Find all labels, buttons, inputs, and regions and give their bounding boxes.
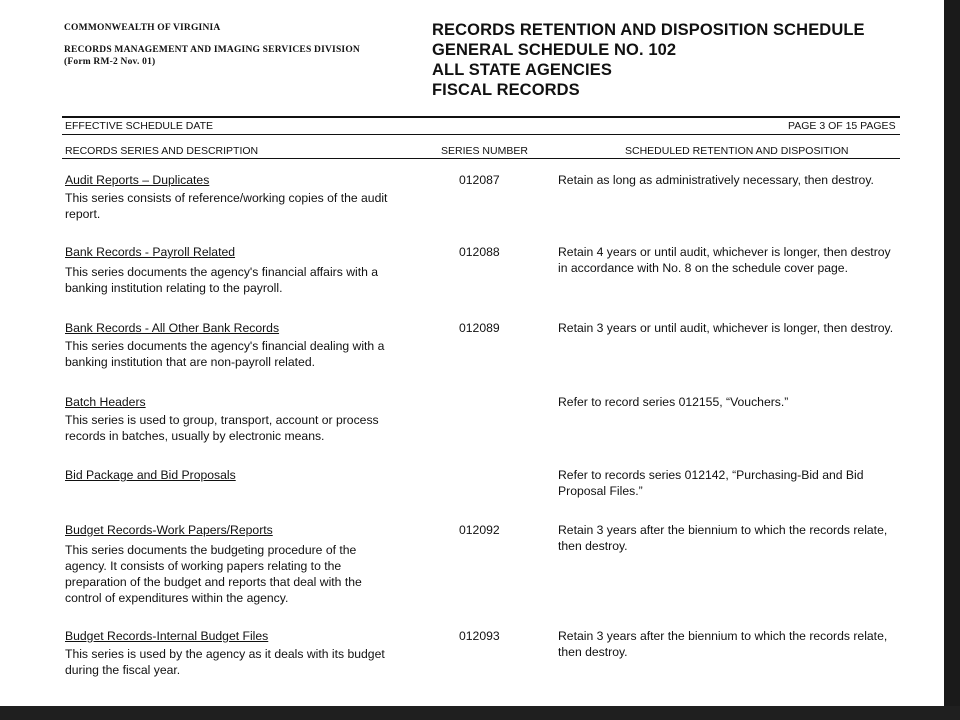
viewer-right-border	[944, 0, 960, 720]
commonwealth-label: COMMONWEALTH OF VIRGINIA	[64, 23, 221, 33]
record-title: Bank Records - All Other Bank Records	[65, 321, 280, 335]
retention-text: Refer to record series 012155, “Vouchers.”	[558, 395, 789, 409]
retention-text: Retain 3 years after the biennium to which the records relate, then destroy.	[558, 523, 888, 553]
column-header-retention: SCHEDULED RETENTION AND DISPOSITION	[625, 145, 849, 157]
series-number: 012092	[459, 523, 500, 537]
division-label: RECORDS MANAGEMENT AND IMAGING SERVICES DIVISION	[64, 45, 360, 55]
series-number: 012088	[459, 245, 500, 259]
effective-date-label: EFFECTIVE SCHEDULE DATE	[65, 120, 213, 132]
form-number: (Form RM-2 Nov. 01)	[64, 57, 156, 67]
series-number: 012093	[459, 629, 500, 643]
viewer-bottom-border	[0, 706, 960, 720]
agency-header	[64, 22, 360, 68]
title-line: RECORDS RETENTION AND DISPOSITION SCHEDULE	[432, 21, 865, 39]
divider	[62, 158, 900, 159]
retention-text: Retain as long as administratively necessary, then destroy.	[558, 173, 874, 187]
record-title: Batch Headers	[65, 395, 146, 409]
record-title: Budget Records-Work Papers/Reports	[65, 523, 273, 537]
series-number: 012087	[459, 173, 500, 187]
series-number: 012089	[459, 321, 500, 335]
retention-text: Refer to records series 012142, “Purchasing-Bid and Bid Proposal Files.”	[558, 468, 864, 498]
retention-text: Retain 3 years after the biennium to which the records relate, then destroy.	[558, 629, 888, 659]
record-description: This series documents the agency's financial affairs with a banking institution relating to the payroll.	[65, 265, 379, 295]
title-line: FISCAL RECORDS	[432, 81, 580, 99]
record-description: This series is used by the agency as it deals with its budget during the fiscal year.	[65, 647, 385, 677]
divider	[62, 116, 900, 118]
divider	[62, 134, 900, 135]
page-indicator: PAGE 3 OF 15 PAGES	[788, 120, 896, 132]
record-title: Budget Records-Internal Budget Files	[65, 629, 269, 643]
retention-text: Retain 3 years or until audit, whichever is longer, then destroy.	[558, 321, 894, 335]
record-description: This series consists of reference/working copies of the audit report.	[65, 191, 388, 221]
record-title: Audit Reports – Duplicates	[65, 173, 210, 187]
title-line: ALL STATE AGENCIES	[432, 61, 612, 79]
column-header-series: RECORDS SERIES AND DESCRIPTION	[65, 145, 259, 157]
record-description: This series documents the budgeting procedure of the agency. It consists of working papers relating to the preparation of the budget and reports that deal with the control of expenditures within the agency.	[65, 543, 362, 605]
title-line: GENERAL SCHEDULE NO. 102	[432, 41, 677, 59]
record-description: This series documents the agency's financial dealing with a banking institution that are non-payroll related.	[65, 339, 385, 369]
record-description: This series is used to group, transport, account or process records in batches, usually by electronic means.	[65, 413, 379, 443]
record-title: Bank Records - Payroll Related	[65, 245, 236, 259]
retention-text: Retain 4 years or until audit, whichever is longer, then destroy in accordance with No. 8 on the schedule cover page.	[558, 245, 891, 275]
record-title: Bid Package and Bid Proposals	[65, 468, 236, 482]
column-header-number: SERIES NUMBER	[441, 145, 528, 157]
schedule-title	[432, 20, 865, 100]
